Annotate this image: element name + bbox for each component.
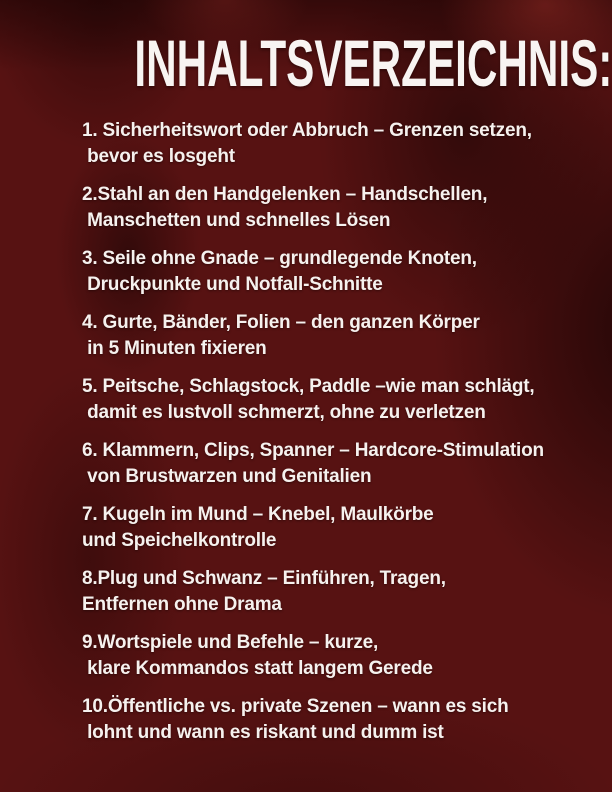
toc-item-line: 3. Seile ohne Gnade – grundlegende Knoten, xyxy=(82,248,477,269)
toc-item-line: 9.Wortspiele und Befehle – kurze, xyxy=(82,632,379,653)
toc-item-line: 4. Gurte, Bänder, Folien – den ganzen Körper xyxy=(82,312,480,333)
toc-item-line: 2.Stahl an den Handgelenken – Handschellen, xyxy=(82,184,488,205)
toc-item-line: Entfernen ohne Drama xyxy=(82,594,282,615)
toc-item-line: 5. Peitsche, Schlagstock, Paddle –wie man schlägt, xyxy=(82,376,535,397)
toc-item-1 xyxy=(82,118,596,170)
toc-item-line: lohnt und wann es riskant und dumm ist xyxy=(82,722,444,743)
toc-item-line: damit es lustvoll schmerzt, ohne zu verletzen xyxy=(82,402,486,423)
table-of-contents xyxy=(0,118,612,746)
page-title: INHALTSVERZEICHNIS: xyxy=(134,26,612,100)
toc-item-line: 8.Plug und Schwanz – Einführen, Tragen, xyxy=(82,568,446,589)
toc-item-line: 7. Kugeln im Mund – Knebel, Maulkörbe xyxy=(82,504,434,525)
toc-item-line: in 5 Minuten fixieren xyxy=(82,338,267,359)
toc-item-line: und Speichelkontrolle xyxy=(82,530,277,551)
toc-item-2 xyxy=(82,182,596,234)
title-container xyxy=(0,0,612,100)
toc-item-6 xyxy=(82,438,596,490)
toc-item-line: bevor es losgeht xyxy=(82,146,235,167)
toc-item-9 xyxy=(82,630,596,682)
toc-item-10 xyxy=(82,694,596,746)
toc-item-line: Manschetten und schnelles Lösen xyxy=(82,210,391,231)
toc-item-3 xyxy=(82,246,596,298)
toc-item-line: 6. Klammern, Clips, Spanner – Hardcore-Stimulation xyxy=(82,440,544,461)
toc-item-line: von Brustwarzen und Genitalien xyxy=(82,466,372,487)
toc-item-line: klare Kommandos statt langem Gerede xyxy=(82,658,433,679)
toc-item-5 xyxy=(82,374,596,426)
toc-item-8 xyxy=(82,566,596,618)
toc-item-line: Druckpunkte und Notfall-Schnitte xyxy=(82,274,383,295)
toc-item-4 xyxy=(82,310,596,362)
toc-item-line: 1. Sicherheitswort oder Abbruch – Grenzen setzen, xyxy=(82,120,532,141)
toc-item-7 xyxy=(82,502,596,554)
toc-item-line: 10.Öffentliche vs. private Szenen – wann es sich xyxy=(82,696,509,717)
